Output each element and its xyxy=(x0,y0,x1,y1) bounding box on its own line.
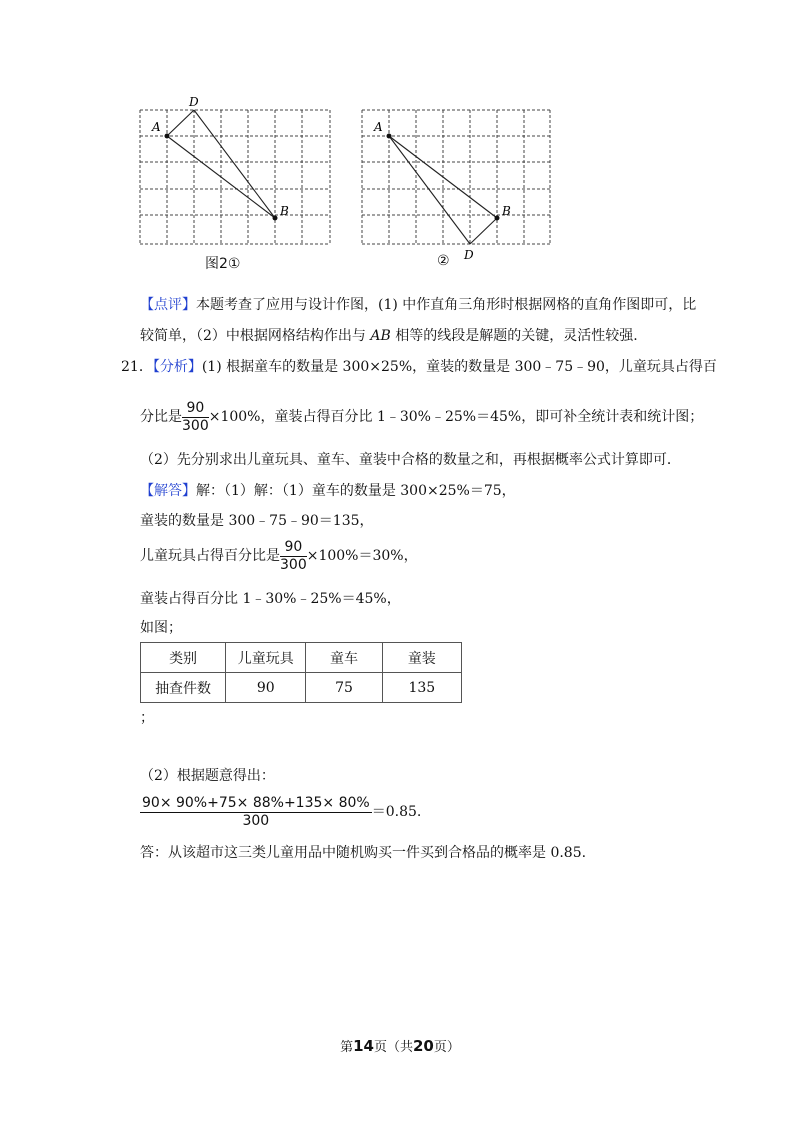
answer-text-1: 解：（1）解：（1）童车的数量是 300×25%＝75， xyxy=(196,483,516,499)
q21-analysis-line-1 xyxy=(121,357,717,377)
table-cell: 90 xyxy=(226,673,306,703)
q21-analysis-line-3: （2）先分别求出儿童玩具、童车、童装中合格的数量之和，再根据概率公式计算即可． xyxy=(140,452,681,468)
statistics-table xyxy=(140,642,462,703)
answer-line-1 xyxy=(140,481,516,501)
label-d: D xyxy=(189,95,199,109)
label-d-2: D xyxy=(464,248,474,262)
table-cell: 抽查件数 xyxy=(141,673,226,703)
segment-ad xyxy=(167,110,194,136)
segment-db-2 xyxy=(470,218,497,244)
footer-suffix: 页） xyxy=(433,1040,460,1055)
footer-prefix: 第 xyxy=(340,1040,354,1055)
answer-text-3a: 儿童玩具占得百分比是 xyxy=(140,548,280,564)
label-b-2: B xyxy=(502,204,511,218)
part2-expression xyxy=(140,792,421,832)
table-header-row xyxy=(141,643,462,673)
fraction-90-300-answer: $\frac{90}{300}$ xyxy=(280,538,307,573)
figure-1-caption: 图2① xyxy=(205,256,241,272)
table-header-cell: 儿童玩具 xyxy=(226,643,306,673)
label-a-2: A xyxy=(374,120,383,134)
total-page-count: 20 xyxy=(413,1037,434,1055)
q21-analysis-line-2 xyxy=(140,398,703,436)
answer-text-3b: ×100%＝30%， xyxy=(306,548,418,564)
analysis-text-2b: ×100%，童装占得百分比 1﹣30%﹣25%＝45%，即可补全统计表和统计图； xyxy=(208,409,704,425)
comment-text-1: 本题考查了应用与设计作图，(1) 中作直角三角形时根据网格的直角作图即可，比 xyxy=(196,297,697,313)
figure-2-caption: ② xyxy=(437,253,450,269)
answer-line-5: 如图； xyxy=(140,620,182,636)
label-a: A xyxy=(152,120,161,134)
grid-figure-1 xyxy=(130,95,350,275)
comment-text-2a: 较简单，（2）中根据网格结构作出与 xyxy=(140,328,371,344)
point-b xyxy=(273,216,278,221)
after-table-mark: ； xyxy=(140,710,154,726)
answer-line-4: 童装占得百分比 1﹣30%﹣25%＝45%， xyxy=(140,591,401,607)
table-header-cell: 童车 xyxy=(306,643,382,673)
comment-ab: AB xyxy=(370,328,391,344)
conclusion-line: 答：从该超市这三类儿童用品中随机购买一件买到合格品的概率是 0.85. xyxy=(140,845,587,861)
current-page-number: 14 xyxy=(353,1037,374,1055)
table-header-cell: 童装 xyxy=(382,643,461,673)
comment-line-2 xyxy=(140,326,638,346)
analysis-text-1: (1) 根据童车的数量是 300×25%，童装的数量是 300﹣75﹣90，儿童玩具占得百 xyxy=(201,359,717,375)
analysis-tag: 【分析】 xyxy=(152,359,202,375)
point-a xyxy=(165,134,170,139)
answer-line-2: 童装的数量是 300﹣75﹣90＝135， xyxy=(140,513,374,529)
part2-line-1: （2）根据题意得出： xyxy=(140,768,275,784)
table-row xyxy=(141,673,462,703)
segment-ad-2 xyxy=(389,136,470,244)
grid-figure-2 xyxy=(352,95,572,275)
fraction-90-300: $\frac{90}{300}$ xyxy=(182,399,209,434)
table-cell: 135 xyxy=(382,673,461,703)
comment-line-1 xyxy=(140,295,696,315)
analysis-text-2a: 分比是 xyxy=(140,409,182,425)
table-cell: 75 xyxy=(306,673,382,703)
label-b: B xyxy=(280,204,289,218)
footer-middle: 页（共 xyxy=(373,1040,413,1055)
point-a-2 xyxy=(387,134,392,139)
comment-tag: 【点评】 xyxy=(140,297,196,313)
answer-line-3 xyxy=(140,537,418,575)
segment-db xyxy=(194,110,275,218)
point-b-2 xyxy=(495,216,500,221)
answer-tag: 【解答】 xyxy=(140,483,196,499)
probability-fraction: $\frac{90\times 90\%+75\times 88\%+135\times 80\%}{300}$ xyxy=(142,794,370,829)
table-header-cell: 类别 xyxy=(141,643,226,673)
question-number: 21． xyxy=(121,359,153,375)
page-footer xyxy=(0,1036,800,1055)
probability-result: ＝0.85. xyxy=(371,804,422,820)
comment-text-2b: 相等的线段是解题的关键，灵活性较强. xyxy=(390,328,638,344)
